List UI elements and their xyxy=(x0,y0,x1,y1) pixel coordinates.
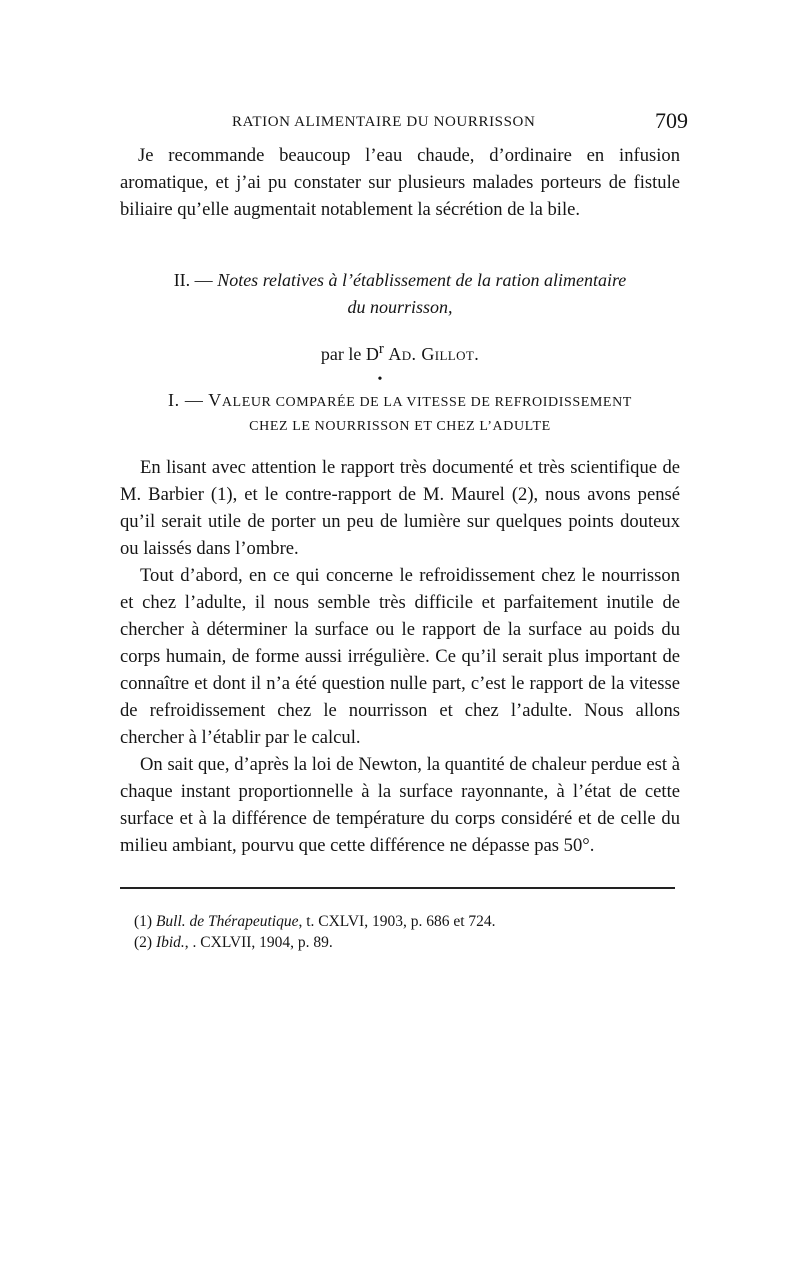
author-name: Ad. Gillot. xyxy=(388,344,480,364)
section-number: II. — xyxy=(173,270,213,290)
footnote-source: Ibid. xyxy=(155,934,185,951)
byline-sup: r xyxy=(378,341,384,357)
footnote-2 xyxy=(134,932,680,953)
subsection-line2: CHEZ LE NOURRISSON ET CHEZ L’ADULTE xyxy=(249,419,551,434)
intro-paragraph: Je recommande beaucoup l’eau chaude, d’ordinaire en infusion aromatique, et j’ai pu constater sur plusieurs malades porteurs de fistule biliaire qu’elle augmentait notablement la sécrétion de la bile. xyxy=(120,145,680,220)
subsection-heading xyxy=(120,387,680,438)
book-page xyxy=(120,108,688,953)
paragraph-3: On sait que, d’après la loi de Newton, la quantité de chaleur perdue est à chaque instant proportionnelle à la surface rayonnante, à l’état de cette surface et à la différence de température du corps considéré et de celle du milieu ambiant, pourvu que cette différence ne dépasse pas 50°. xyxy=(120,754,680,856)
byline xyxy=(120,341,680,365)
main-text xyxy=(120,454,680,859)
subsection-title: ALEUR COMPARÉE DE LA VITESSE DE REFROIDISSEMENT xyxy=(221,395,632,410)
footnotes xyxy=(120,911,680,953)
paragraph-1: En lisant avec attention le rapport très documenté et très scientifique de M. Barbier (1), et le contre-rapport de M. Maurel (2), nous avons pensé qu’il serait utile de porter un peu de lumière sur quelques points douteux ou laissés dans l’ombre. xyxy=(120,457,680,559)
byline-prefix: par le D xyxy=(320,344,379,364)
paragraph-2: Tout d’abord, en ce qui concerne le refroidissement chez le nourrisson et chez l’adulte, il nous semble très difficile et parfaitement inutile de chercher à déterminer la surface ou le rapport de la surface au poids du corps humain, de forme aussi irrégulière. Ce qu’il serait plus important de connaître et dont il n’a été question nulle part, c’est le rapport de la vitesse de refroidissement chez le nourrisson et chez l’adulte. Nous allons chercher à l’établir par le calcul. xyxy=(120,565,680,748)
footnote-1 xyxy=(134,911,680,932)
subsection-line1 xyxy=(120,387,680,416)
section-title-line1 xyxy=(120,267,680,294)
footnote-source: Bull. de Thérapeutique xyxy=(155,913,299,930)
running-title: RATION ALIMENTAIRE DU NOURRISSON xyxy=(232,114,536,130)
footnote-rule xyxy=(120,887,675,889)
footnote-detail: , . CXLVII, 1904, p. 89. xyxy=(184,934,333,951)
section-title-line2: du nourrisson, xyxy=(347,297,453,317)
subsection-number: I. — xyxy=(168,390,209,410)
subsection-initial: V xyxy=(208,390,222,410)
bullet-mark: • xyxy=(377,372,383,387)
footnote-detail: , t. CXLVI, 1903, p. 686 et 724. xyxy=(298,913,496,930)
section-heading xyxy=(120,267,680,321)
running-head xyxy=(120,108,688,142)
section-title: Notes relatives à l’établissement de la ration alimentaire xyxy=(217,270,627,290)
page-number: 709 xyxy=(655,108,688,133)
footnote-mark: (2) xyxy=(134,934,153,951)
footnote-mark: (1) xyxy=(134,913,153,930)
